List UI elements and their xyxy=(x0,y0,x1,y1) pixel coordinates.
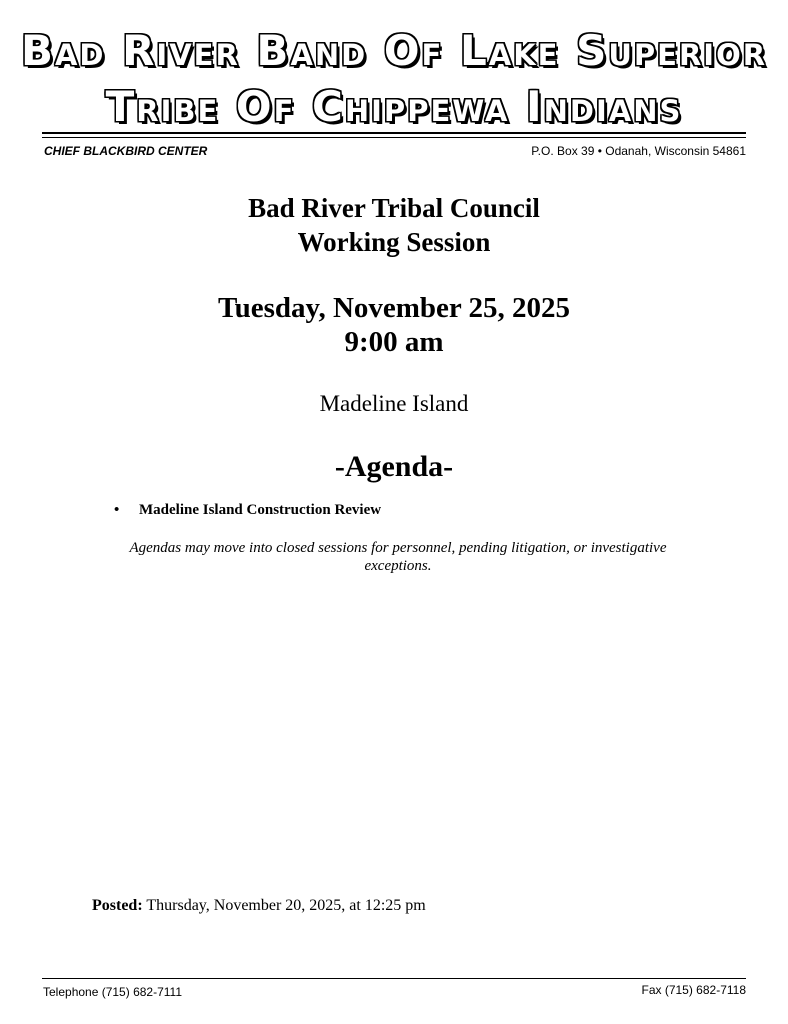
meeting-date: Tuesday, November 25, 2025 xyxy=(217,292,571,324)
closed-session-notice: Agendas may move into closed sessions for personnel, pending litigation, or investigative exceptions. xyxy=(129,540,667,574)
bullet-icon: • xyxy=(114,502,120,518)
letterhead-title-line1: Bad River Band Of Lake Superior xyxy=(20,26,768,75)
agenda-list xyxy=(114,502,381,519)
mailing-address: P.O. Box 39 • Odanah, Wisconsin 54861 xyxy=(531,144,746,158)
meeting-title: Bad River Tribal Council xyxy=(248,193,540,223)
meeting-subtitle: Working Session xyxy=(297,227,491,257)
center-name: CHIEF BLACKBIRD CENTER xyxy=(44,144,208,158)
posted-label: Posted: xyxy=(92,897,143,914)
posted-date: Thursday, November 20, 2025, at 12:25 pm xyxy=(146,897,426,914)
posted-line xyxy=(92,897,426,915)
footer-rule xyxy=(42,978,746,979)
agenda-heading: -Agenda- xyxy=(334,450,454,483)
header-rule-thick xyxy=(42,132,746,134)
agenda-item-label: Madeline Island Construction Review xyxy=(139,502,382,518)
meeting-location: Madeline Island xyxy=(319,391,469,416)
header-rule-thin xyxy=(42,137,746,138)
agenda-item xyxy=(114,502,381,519)
letterhead-title-line2: Tribe Of Chippewa Indians xyxy=(105,82,683,131)
meeting-time: 9:00 am xyxy=(344,326,444,358)
fax-number: Fax (715) 682-7118 xyxy=(641,983,746,997)
telephone-number: Telephone (715) 682-7111 xyxy=(43,985,182,999)
